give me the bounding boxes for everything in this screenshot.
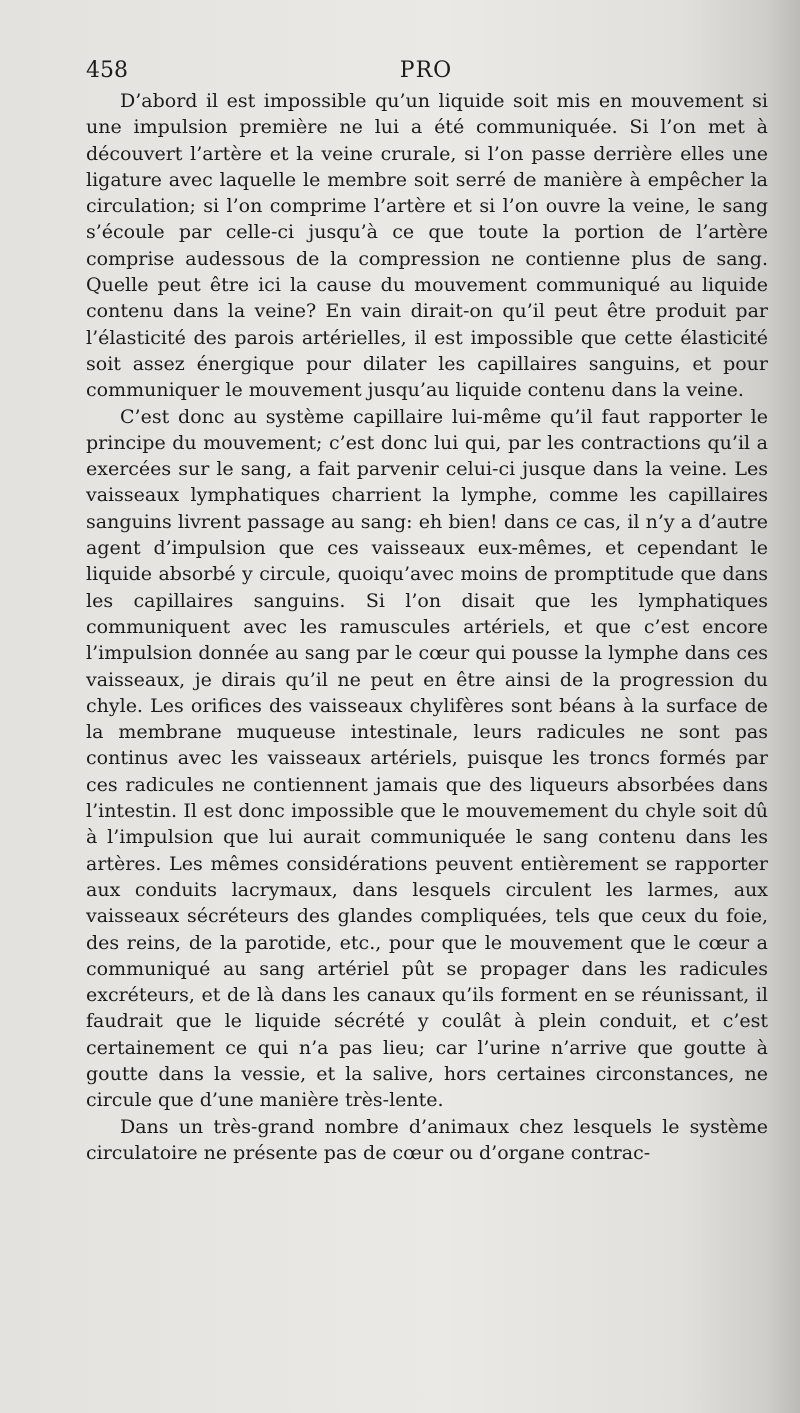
- page-header: [86, 54, 754, 88]
- paragraph: C’est donc au système capillaire lui-même qu’il faut rapporter le principe du mouvement; c’est donc lui qui, par les contractions qu’il a exercées sur le sang, a fait parvenir celui-ci jusque dans la veine. Les vaisseaux lymphatiques charrient la lymphe, comme les capillaires sanguins livrent passage au sang: eh bien! dans ce cas, il n’y a d’autre agent d’impulsion que ces vaisseaux eux-mêmes, et cependant le liquide absorbé y circule, quoiqu’avec moins de promptitude que dans les capillaires sanguins. Si l’on disait que les lymphatiques communiquent avec les ramuscules artériels, et que c’est encore l’impulsion donnée au sang par le cœur qui pousse la lymphe dans ces vaisseaux, je dirais qu’il ne peut en être ainsi de la progression du chyle. Les orifices des vaisseaux chylifères sont béans à la surface de la membrane muqueuse intestinale, leurs radicules ne sont pas continus avec les vaisseaux artériels, puisque les troncs formés par ces radicules ne contiennent jamais que des liqueurs absorbées dans l’intestin. Il est donc impossible que le mouvemement du chyle soit dû à l’impulsion que lui aurait communiquée le sang contenu dans les artères. Les mêmes considérations peuvent entièrement se rapporter aux conduits lacrymaux, dans lesquels circulent les larmes, aux vaisseaux sécréteurs des glandes compliquées, tels que ceux du foie, des reins, de la parotide, etc., pour que le mouvement que le cœur a communiqué au sang artériel pût se propager dans les radicules excréteurs, et de là dans les canaux qu’ils forment en se réunissant, il faudrait que le liquide sécrété y coulât à plein conduit, et c’est certainement ce qui n’a pas lieu; car l’urine n’arrive que goutte à goutte dans la vessie, et la salive, hors certaines circonstances, ne circule que d’une manière très-lente.: [86, 405, 768, 1112]
- paragraph: D’abord il est impossible qu’un liquide soit mis en mouvement si une impulsion première ne lui a été communiquée. Si l’on met à découvert l’artère et la veine crurale, si l’on passe derrière elles une ligature avec laquelle le membre soit serré de manière à empêcher la circulation; si l’on comprime l’artère et si l’on ouvre la veine, le sang s’écoule par celle-ci jusqu’à ce que toute la portion de l’artère comprise audessous de la compression ne contienne plus de sang. Quelle peut être ici la cause du mouvement communiqué au liquide contenu dans la veine? En vain dirait-on qu’il peut être produit par l’élasticité des parois artérielles, il est impossible que cette élasticité soit assez énergique pour dilater les capillaires sanguins, et pour communiquer le mouvement jusqu’au liquide contenu dans la veine.: [86, 90, 768, 402]
- running-head: PRO: [399, 58, 453, 83]
- paragraph: Dans un très-grand nombre d’animaux chez lesquels le système circulatoire ne présente pas de cœur ou d’organe contrac-: [86, 1115, 768, 1164]
- page-number: 458: [86, 58, 128, 83]
- body-text: [86, 88, 768, 1166]
